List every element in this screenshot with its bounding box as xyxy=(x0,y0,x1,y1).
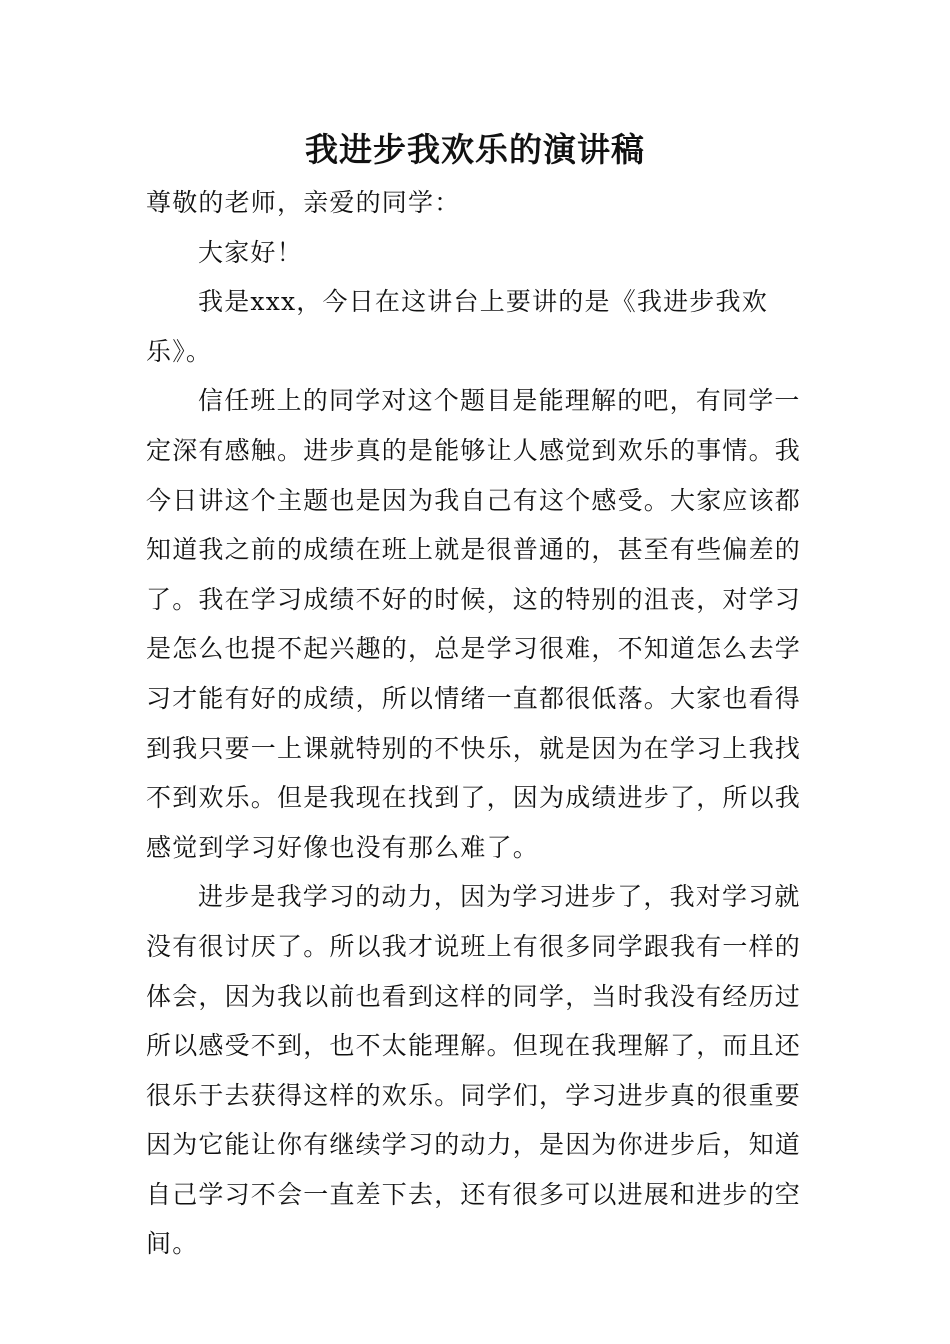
greeting-line: 大家好！ xyxy=(198,237,303,267)
paragraph-1: 信任班上的同学对这个题目是能理解的吧，有同学一定深有感触。进步真的是能够让人感觉到欢乐的事情。我今日讲这个主题也是因为我自己有这个感受。大家应该都知道我之前的成绩在班上就是很普通的，甚至有些偏差的了。我在学习成绩不好的时候，这的特别的沮丧，对学习是怎么也提不起兴趣的，总是学习很难，不知道怎么去学习才能有好的成绩，所以情绪一直都很低落。大家也看得到我只要一上课就特别的不快乐，就是因为在学习上我找不到欢乐。但是我现在找到了，因为成绩进步了，所以我感觉到学习好像也没有那么难了。 xyxy=(146,386,802,862)
document-title: 我进步我欢乐的演讲稿 xyxy=(305,130,645,169)
paragraph-2: 进步是我学习的动力，因为学习进步了，我对学习就没有很讨厌了。所以我才说班上有很多同学跟我有一样的体会，因为我以前也看到这样的同学，当时我没有经历过所以感受不到，也不太能理解。但现在我理解了，而且还很乐于去获得这样的欢乐。同学们，学习进步真的很重要因为它能让你有继续学习的动力，是因为你进步后，知道自己学习不会一直差下去，还有很多可以进展和进步的空间。 xyxy=(146,882,802,1259)
document-body xyxy=(146,178,810,1269)
salutation-line: 尊敬的老师，亲爱的同学： xyxy=(146,188,461,217)
paragraph-intro: 我是xxx，今日在这讲台上要讲的是《我进步我欢乐》。 xyxy=(146,287,768,366)
